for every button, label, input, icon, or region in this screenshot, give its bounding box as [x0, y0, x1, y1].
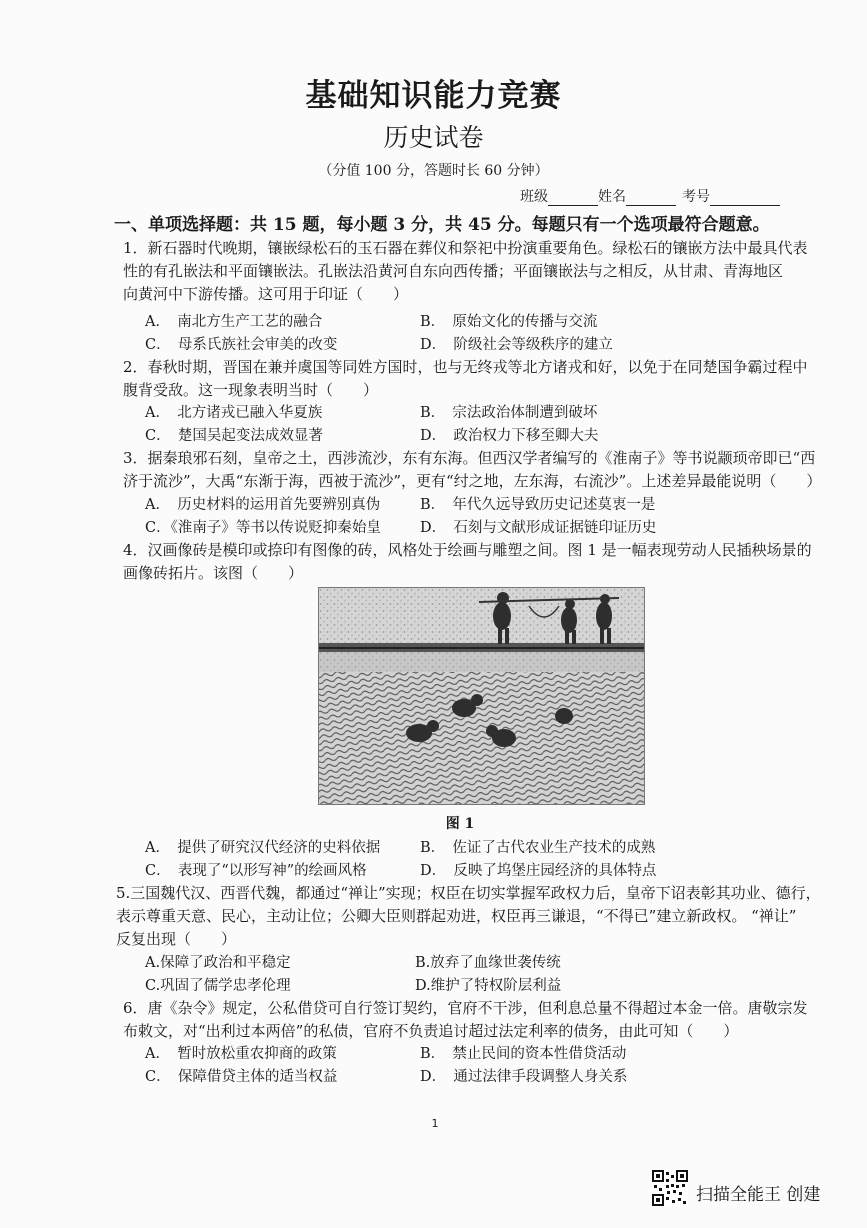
stem-line: 5.三国魏代汉、西晋代魏，都通过“禅让”实现；权臣在切实掌握军政权力后，皇帝下诏表彰其功业、德行，	[116, 884, 821, 902]
exam-note: （分值 100 分，答题时长 60 分钟）	[318, 163, 549, 179]
question-5-option-d: D.维护了特权阶层利益	[415, 978, 562, 994]
question-2-option-d: D． 政治权力下移至卿大夫	[420, 428, 599, 444]
question-5-option-a: A.保障了政治和平稳定	[145, 955, 291, 971]
figure-caption: 图 1	[445, 816, 475, 832]
question-6-option-b: B． 禁止民间的资本性借贷活动	[420, 1046, 627, 1062]
name-blank[interactable]	[626, 191, 676, 206]
question-2-stem	[123, 356, 808, 402]
scanner-watermark: 扫描全能王 创建	[696, 1185, 821, 1205]
question-1-option-d: D． 阶级社会等级秩序的建立	[420, 337, 613, 353]
question-4-option-d: D． 反映了坞堡庄园经济的具体特点	[420, 863, 657, 879]
question-3-option-c: C．《淮南子》等书以传说贬抑秦始皇	[145, 520, 381, 536]
stem-line: 6．唐《杂令》规定，公私借贷可自行签订契约，官府不干涉，但利息总量不得超过本金一倍。唐敬宗发	[123, 999, 808, 1017]
question-6-option-d: D． 通过法律手段调整人身关系	[420, 1069, 628, 1085]
question-1-option-c: C． 母系氏族社会审美的改变	[145, 337, 338, 353]
stem-line: 1．新石器时代晚期，镶嵌绿松石的玉石器在葬仪和祭祀中扮演重要角色。绿松石的镶嵌方法中最具代表	[123, 239, 808, 257]
question-5-option-b: B.放弃了血缘世袭传统	[415, 955, 561, 971]
question-1-option-a: A． 南北方生产工艺的融合	[145, 314, 323, 330]
question-3-stem	[123, 447, 821, 493]
question-4-stem	[123, 539, 812, 585]
number-blank[interactable]	[710, 191, 780, 206]
question-6-option-a: A． 暂时放松重农抑商的政策	[145, 1046, 337, 1062]
question-1-option-b: B． 原始文化的传播与交流	[420, 314, 598, 330]
question-6-stem	[123, 997, 808, 1043]
stem-line: 3．据秦琅邪石刻，皇帝之土，西涉流沙，东有东海。但西汉学者编写的《淮南子》等书说颛顼帝即已“西	[123, 449, 816, 467]
question-2-option-a: A． 北方诸戎已融入华夏族	[145, 405, 323, 421]
class-label: 班级	[520, 189, 548, 205]
question-2-option-c: C． 楚国吴起变法成效显著	[145, 428, 323, 444]
stem-line: 2．春秋时期，晋国在兼并虞国等同姓方国时，也与无终戎等北方诸戎和好，以免于在同楚国争霸过程中	[123, 358, 808, 376]
student-info	[520, 186, 780, 206]
question-4-option-b: B． 佐证了古代农业生产技术的成熟	[420, 840, 656, 856]
question-6-option-c: C． 保障借贷主体的适当权益	[145, 1069, 338, 1085]
section-title: 一、单项选择题：共 15 题，每小题 3 分，共 45 分。每题只有一个选项最符合题意。	[114, 215, 770, 235]
rubbing-figure-image	[318, 587, 645, 805]
question-3-option-a: A． 历史材料的运用首先要辨别真伪	[145, 497, 381, 513]
stem-line: 布敕文，对“出利过本两倍”的私债，官府不负责追讨超过法定利率的债务，由此可知（ ）	[123, 1022, 739, 1040]
question-5-option-c: C.巩固了儒学忠孝伦理	[145, 978, 291, 994]
question-4-option-a: A． 提供了研究汉代经济的史料依据	[145, 840, 381, 856]
question-3-option-b: B． 年代久远导致历史记述莫衷一是	[420, 497, 656, 513]
question-5-stem	[116, 882, 821, 951]
stem-line: 反复出现（ ）	[116, 930, 237, 948]
name-label: 姓名	[598, 189, 626, 205]
question-3-option-d: D． 石刻与文献形成证据链印证历史	[420, 520, 657, 536]
exam-title: 基础知识能力竞赛	[305, 78, 562, 114]
stem-line: 向黄河中下游传播。这可用于印证（ ）	[123, 285, 409, 303]
number-label: 考号	[682, 189, 710, 205]
question-4-option-c: C． 表现了“以形写神”的绘画风格	[145, 863, 367, 879]
qr-code-icon	[652, 1170, 688, 1206]
stem-line: 4．汉画像砖是模印或捺印有图像的砖，风格处于绘画与雕塑之间。图 1 是一幅表现劳动人民插秧场景的	[123, 541, 812, 559]
question-1-stem	[123, 237, 808, 306]
stem-line: 表示尊重天意、民心，主动让位；公卿大臣则群起劝进，权臣再三谦退，“不得已”建立新政权。 “禅让”	[116, 907, 797, 925]
stem-line: 济于流沙”，大禹“东渐于海，西被于流沙”，更有“纣之地，左东海，右流沙”。上述差异最能说明（ ）	[123, 472, 822, 490]
page-number: 1	[431, 1117, 439, 1130]
stem-line: 腹背受敌。这一现象表明当时（ ）	[123, 381, 379, 399]
stem-line: 性的有孔嵌法和平面镶嵌法。孔嵌法沿黄河自东向西传播；平面镶嵌法与之相反，从甘肃、青海地区	[123, 262, 784, 280]
stem-line: 画像砖拓片。该图（ ）	[123, 564, 304, 582]
exam-subtitle: 历史试卷	[383, 123, 484, 152]
question-2-option-b: B． 宗法政治体制遭到破坏	[420, 405, 598, 421]
class-blank[interactable]	[548, 191, 598, 206]
